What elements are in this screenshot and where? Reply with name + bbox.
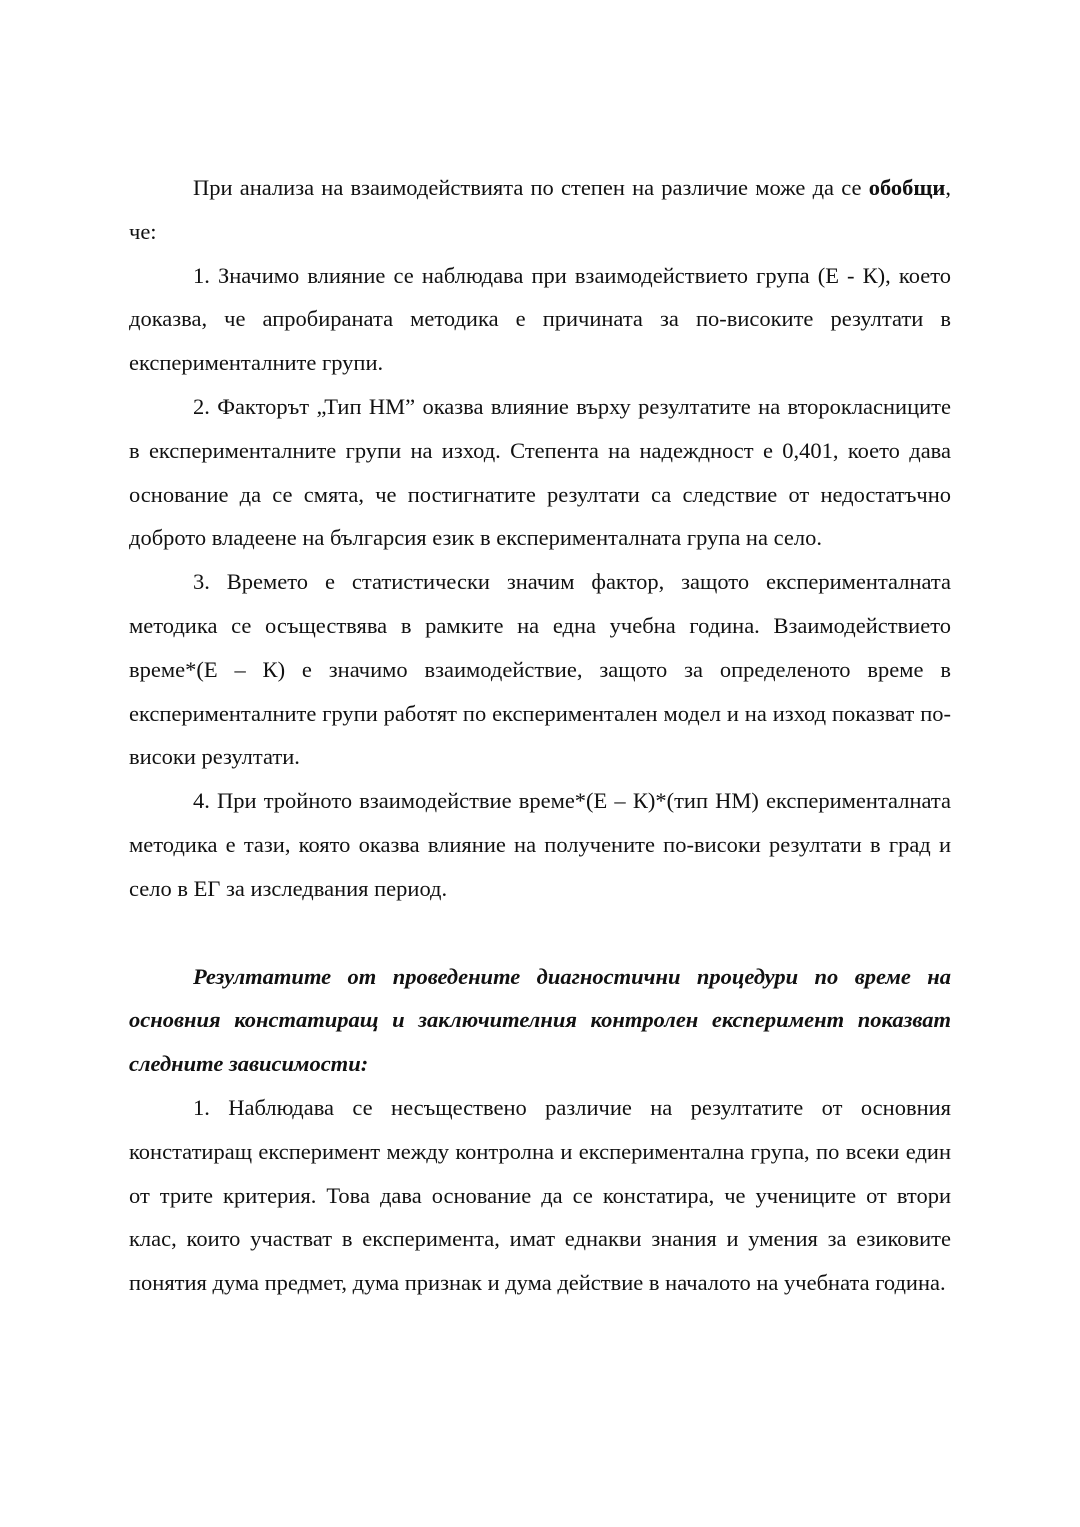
intro-paragraph	[129, 166, 951, 254]
finding-3: 3. Времето е статистически значим фактор, защото експерименталната методика се осъществява в рамките на една учебна година. Взаимодействието време*(Е – К) е значимо взаимодействие, защото за определеното време в експерименталните групи работят по експериментален модел и на изход показват по-високи резултати.	[129, 569, 951, 770]
intro-bold-word: обобщи	[868, 175, 946, 200]
finding-4: 4. При тройното взаимодействие време*(Е – К)*(тип НМ) експерименталната методика е тази, която оказва влияние на получените по-високи резултати в град и село в ЕГ за изследвания период.	[129, 788, 951, 901]
intro-text-after: , че:	[129, 175, 951, 244]
result-1: 1. Наблюдава се несъществено различие на резултатите от основния констатиращ експеримент между контролна и експериментална група, по всеки един от трите критерия. Това дава основание да се констатира, че учениците от втори клас, които участват в експеримента, имат еднакви знания и умения за езиковите понятия дума предмет, дума признак и дума действие в началото на учебната година.	[129, 1094, 951, 1296]
finding-2: 2. Факторът „Тип НМ” оказва влияние върху резултатите на второкласниците в експерименталните групи на изход. Степента на надеждност е 0,401, което дава основание да се смята, че постигнатите резултати са следствие от недостатъчно доброто владеене на българсия език в експерименталната група на село.	[129, 393, 951, 551]
section-spacer	[129, 911, 951, 955]
document-page	[129, 166, 951, 1305]
intro-text-before: При анализа на взаимодействията по степен на различие може да се	[193, 175, 869, 200]
results-heading: Резултатите от проведените диагностични процедури по време на основния констатиращ и заключителния контролен експеримент показват следните зависимости:	[129, 963, 951, 1077]
finding-1: 1. Значимо влияние се наблюдава при взаимодействието група (Е - К), което доказва, че апробираната методика е причината за по-високите резултати в експерименталните групи.	[129, 262, 951, 376]
